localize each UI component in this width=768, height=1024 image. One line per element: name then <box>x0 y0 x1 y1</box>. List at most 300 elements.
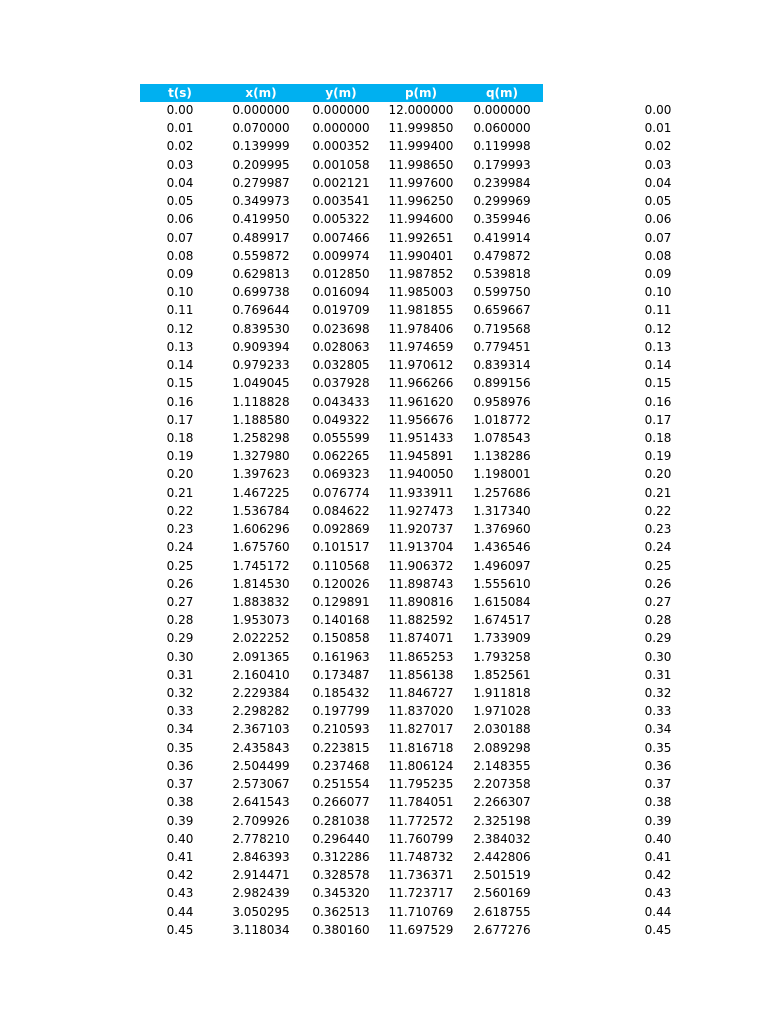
cell-t-repeat: 0.35 <box>644 740 672 755</box>
cell-t-repeat: 0.37 <box>644 777 672 792</box>
cell-t: 0.43 <box>166 886 194 901</box>
table-row <box>0 137 768 155</box>
cell-x: 0.139999 <box>232 139 290 154</box>
cell-x: 3.050295 <box>232 904 290 919</box>
cell-p: 11.999400 <box>388 139 454 154</box>
cell-t: 0.42 <box>166 868 194 883</box>
cell-y: 0.251554 <box>312 777 370 792</box>
cell-p: 11.697529 <box>388 922 454 937</box>
cell-x: 1.118828 <box>232 394 290 409</box>
cell-q: 1.733909 <box>473 631 531 646</box>
cell-t-repeat: 0.44 <box>644 904 672 919</box>
cell-p: 11.760799 <box>388 831 454 846</box>
table-row <box>0 192 768 210</box>
cell-q: 2.148355 <box>473 758 531 773</box>
cell-y: 0.007466 <box>312 230 370 245</box>
cell-y: 0.129891 <box>312 594 370 609</box>
cell-t: 0.30 <box>166 649 194 664</box>
table-row <box>0 101 768 119</box>
header-p: p(m) <box>404 86 438 100</box>
cell-y: 0.005322 <box>312 212 370 227</box>
cell-y: 0.000352 <box>312 139 370 154</box>
cell-t-repeat: 0.30 <box>644 649 672 664</box>
cell-t: 0.25 <box>166 558 194 573</box>
cell-y: 0.223815 <box>312 740 370 755</box>
table-row <box>0 465 768 483</box>
cell-t: 0.24 <box>166 540 194 555</box>
cell-q: 2.325198 <box>473 813 531 828</box>
cell-y: 0.002121 <box>312 175 370 190</box>
cell-t-repeat: 0.23 <box>644 522 672 537</box>
cell-p: 11.772572 <box>388 813 454 828</box>
cell-t-repeat: 0.08 <box>644 248 672 263</box>
cell-p: 11.961620 <box>388 394 454 409</box>
cell-t: 0.04 <box>166 175 194 190</box>
cell-t: 0.44 <box>166 904 194 919</box>
cell-q: 2.089298 <box>473 740 531 755</box>
cell-t-repeat: 0.24 <box>644 540 672 555</box>
cell-x: 1.745172 <box>232 558 290 573</box>
cell-p: 11.710769 <box>388 904 454 919</box>
cell-t-repeat: 0.10 <box>644 285 672 300</box>
cell-q: 2.384032 <box>473 831 531 846</box>
table-row <box>0 648 768 666</box>
cell-t: 0.16 <box>166 394 194 409</box>
cell-q: 2.618755 <box>473 904 531 919</box>
cell-t: 0.11 <box>166 303 194 318</box>
table-row <box>0 156 768 174</box>
table-row <box>0 611 768 629</box>
table-row <box>0 484 768 502</box>
cell-t-repeat: 0.32 <box>644 686 672 701</box>
cell-t-repeat: 0.19 <box>644 449 672 464</box>
cell-q: 2.266307 <box>473 795 531 810</box>
cell-t-repeat: 0.39 <box>644 813 672 828</box>
cell-q: 1.198001 <box>473 467 531 482</box>
cell-p: 11.920737 <box>388 522 454 537</box>
cell-t: 0.33 <box>166 704 194 719</box>
cell-p: 11.978406 <box>388 321 454 336</box>
cell-t: 0.06 <box>166 212 194 227</box>
cell-p: 11.906372 <box>388 558 454 573</box>
table-row <box>0 720 768 738</box>
cell-x: 0.769644 <box>232 303 290 318</box>
cell-p: 11.898743 <box>388 576 454 591</box>
table-row <box>0 903 768 921</box>
cell-q: 1.018772 <box>473 412 531 427</box>
table-row <box>0 210 768 228</box>
cell-x: 0.839530 <box>232 321 290 336</box>
cell-t: 0.29 <box>166 631 194 646</box>
cell-t: 0.28 <box>166 613 194 628</box>
cell-y: 0.101517 <box>312 540 370 555</box>
table-row <box>0 174 768 192</box>
table-row <box>0 520 768 538</box>
cell-p: 11.981855 <box>388 303 454 318</box>
cell-p: 11.784051 <box>388 795 454 810</box>
cell-q: 0.839314 <box>473 358 531 373</box>
cell-x: 1.675760 <box>232 540 290 555</box>
cell-p: 11.913704 <box>388 540 454 555</box>
cell-t-repeat: 0.01 <box>644 121 672 136</box>
header-y: y(m) <box>325 86 357 100</box>
cell-t: 0.02 <box>166 139 194 154</box>
table-row <box>0 502 768 520</box>
cell-x: 1.536784 <box>232 503 290 518</box>
cell-t-repeat: 0.14 <box>644 358 672 373</box>
cell-t-repeat: 0.33 <box>644 704 672 719</box>
cell-p: 11.890816 <box>388 594 454 609</box>
cell-p: 11.856138 <box>388 667 454 682</box>
table-row <box>0 538 768 556</box>
cell-y: 0.012850 <box>312 266 370 281</box>
cell-x: 2.504499 <box>232 758 290 773</box>
cell-y: 0.150858 <box>312 631 370 646</box>
cell-t-repeat: 0.31 <box>644 667 672 682</box>
cell-x: 2.435843 <box>232 740 290 755</box>
cell-t-repeat: 0.45 <box>644 922 672 937</box>
cell-p: 11.987852 <box>388 266 454 281</box>
header-t: t(s) <box>168 86 192 100</box>
cell-t: 0.38 <box>166 795 194 810</box>
cell-x: 0.279987 <box>232 175 290 190</box>
cell-y: 0.003541 <box>312 194 370 209</box>
cell-y: 0.043433 <box>312 394 370 409</box>
cell-p: 11.927473 <box>388 503 454 518</box>
cell-t: 0.12 <box>166 321 194 336</box>
cell-q: 1.138286 <box>473 449 531 464</box>
table-row <box>0 429 768 447</box>
cell-p: 11.994600 <box>388 212 454 227</box>
cell-q: 1.852561 <box>473 667 531 682</box>
cell-q: 2.677276 <box>473 922 531 937</box>
header-x: x(m) <box>245 86 277 100</box>
cell-t: 0.10 <box>166 285 194 300</box>
table-row <box>0 921 768 939</box>
cell-t: 0.05 <box>166 194 194 209</box>
table-header-row <box>140 84 543 102</box>
cell-t-repeat: 0.20 <box>644 467 672 482</box>
cell-y: 0.049322 <box>312 412 370 427</box>
cell-t-repeat: 0.00 <box>644 103 672 117</box>
cell-x: 0.209995 <box>232 157 290 172</box>
table-row <box>0 757 768 775</box>
cell-y: 0.032805 <box>312 358 370 373</box>
cell-t-repeat: 0.25 <box>644 558 672 573</box>
cell-p: 11.846727 <box>388 686 454 701</box>
cell-t: 0.41 <box>166 850 194 865</box>
cell-t-repeat: 0.21 <box>644 485 672 500</box>
cell-x: 1.397623 <box>232 467 290 482</box>
cell-p: 11.974659 <box>388 339 454 354</box>
table-row <box>0 557 768 575</box>
cell-q: 0.000000 <box>473 103 531 117</box>
cell-x: 0.419950 <box>232 212 290 227</box>
cell-y: 0.000000 <box>312 121 370 136</box>
cell-q: 2.560169 <box>473 886 531 901</box>
cell-t: 0.09 <box>166 266 194 281</box>
cell-y: 0.197799 <box>312 704 370 719</box>
cell-x: 1.327980 <box>232 449 290 464</box>
cell-y: 0.019709 <box>312 303 370 318</box>
cell-x: 2.982439 <box>232 886 290 901</box>
cell-t-repeat: 0.29 <box>644 631 672 646</box>
cell-q: 1.436546 <box>473 540 531 555</box>
cell-x: 1.953073 <box>232 613 290 628</box>
cell-x: 2.298282 <box>232 704 290 719</box>
cell-t: 0.32 <box>166 686 194 701</box>
cell-x: 2.641543 <box>232 795 290 810</box>
cell-x: 2.778210 <box>232 831 290 846</box>
cell-y: 0.069323 <box>312 467 370 482</box>
cell-p: 11.990401 <box>388 248 454 263</box>
cell-p: 11.795235 <box>388 777 454 792</box>
cell-p: 11.874071 <box>388 631 454 646</box>
cell-t: 0.40 <box>166 831 194 846</box>
cell-y: 0.345320 <box>312 886 370 901</box>
table-row <box>0 739 768 757</box>
cell-x: 1.814530 <box>232 576 290 591</box>
cell-t-repeat: 0.41 <box>644 850 672 865</box>
table-row <box>0 411 768 429</box>
cell-p: 12.000000 <box>388 103 454 117</box>
header-q: q(m) <box>485 86 519 100</box>
table-row <box>0 301 768 319</box>
cell-q: 2.501519 <box>473 868 531 883</box>
table-row <box>0 666 768 684</box>
table-row <box>0 447 768 465</box>
cell-t: 0.07 <box>166 230 194 245</box>
table-row <box>0 593 768 611</box>
cell-q: 1.615084 <box>473 594 531 609</box>
cell-x: 2.367103 <box>232 722 290 737</box>
cell-p: 11.970612 <box>388 358 454 373</box>
cell-q: 0.479872 <box>473 248 531 263</box>
cell-p: 11.956676 <box>388 412 454 427</box>
table-row <box>0 629 768 647</box>
cell-t: 0.00 <box>166 103 194 117</box>
cell-y: 0.028063 <box>312 339 370 354</box>
table-row <box>0 393 768 411</box>
cell-y: 0.312286 <box>312 850 370 865</box>
cell-q: 1.376960 <box>473 522 531 537</box>
cell-x: 2.846393 <box>232 850 290 865</box>
cell-q: 0.239984 <box>473 175 531 190</box>
cell-x: 1.049045 <box>232 376 290 391</box>
cell-p: 11.827017 <box>388 722 454 737</box>
table-row <box>0 119 768 137</box>
cell-x: 3.118034 <box>232 922 290 937</box>
table-row <box>0 812 768 830</box>
cell-t: 0.14 <box>166 358 194 373</box>
cell-p: 11.997600 <box>388 175 454 190</box>
cell-t-repeat: 0.13 <box>644 339 672 354</box>
cell-y: 0.001058 <box>312 157 370 172</box>
cell-y: 0.084622 <box>312 503 370 518</box>
cell-q: 0.119998 <box>473 139 531 154</box>
cell-y: 0.110568 <box>312 558 370 573</box>
cell-t: 0.13 <box>166 339 194 354</box>
cell-q: 1.793258 <box>473 649 531 664</box>
cell-q: 1.257686 <box>473 485 531 500</box>
table-row <box>0 283 768 301</box>
cell-t-repeat: 0.42 <box>644 868 672 883</box>
cell-x: 0.979233 <box>232 358 290 373</box>
cell-x: 0.489917 <box>232 230 290 245</box>
table-row <box>0 866 768 884</box>
cell-p: 11.748732 <box>388 850 454 865</box>
cell-q: 1.911818 <box>473 686 531 701</box>
cell-q: 0.719568 <box>473 321 531 336</box>
cell-p: 11.816718 <box>388 740 454 755</box>
cell-x: 2.709926 <box>232 813 290 828</box>
cell-q: 0.299969 <box>473 194 531 209</box>
cell-p: 11.951433 <box>388 430 454 445</box>
cell-x: 0.629813 <box>232 266 290 281</box>
cell-x: 0.349973 <box>232 194 290 209</box>
cell-y: 0.120026 <box>312 576 370 591</box>
table-row <box>0 247 768 265</box>
cell-t: 0.31 <box>166 667 194 682</box>
cell-t: 0.08 <box>166 248 194 263</box>
cell-t-repeat: 0.02 <box>644 139 672 154</box>
cell-q: 1.674517 <box>473 613 531 628</box>
cell-t-repeat: 0.17 <box>644 412 672 427</box>
cell-p: 11.996250 <box>388 194 454 209</box>
cell-t: 0.23 <box>166 522 194 537</box>
table-row <box>0 793 768 811</box>
cell-t-repeat: 0.28 <box>644 613 672 628</box>
cell-t-repeat: 0.04 <box>644 175 672 190</box>
cell-y: 0.016094 <box>312 285 370 300</box>
cell-y: 0.237468 <box>312 758 370 773</box>
cell-t: 0.35 <box>166 740 194 755</box>
cell-p: 11.940050 <box>388 467 454 482</box>
cell-p: 11.945891 <box>388 449 454 464</box>
table-row <box>0 265 768 283</box>
cell-t: 0.45 <box>166 922 194 937</box>
cell-q: 0.899156 <box>473 376 531 391</box>
cell-t-repeat: 0.43 <box>644 886 672 901</box>
table-row <box>0 374 768 392</box>
cell-y: 0.009974 <box>312 248 370 263</box>
cell-t-repeat: 0.36 <box>644 758 672 773</box>
cell-y: 0.062265 <box>312 449 370 464</box>
cell-t-repeat: 0.15 <box>644 376 672 391</box>
table-row <box>0 320 768 338</box>
cell-y: 0.000000 <box>312 103 370 117</box>
cell-y: 0.380160 <box>312 922 370 937</box>
cell-y: 0.185432 <box>312 686 370 701</box>
cell-t: 0.03 <box>166 157 194 172</box>
cell-t: 0.19 <box>166 449 194 464</box>
cell-p: 11.882592 <box>388 613 454 628</box>
cell-q: 1.078543 <box>473 430 531 445</box>
cell-t: 0.22 <box>166 503 194 518</box>
table-row <box>0 356 768 374</box>
cell-q: 0.359946 <box>473 212 531 227</box>
cell-y: 0.037928 <box>312 376 370 391</box>
cell-y: 0.210593 <box>312 722 370 737</box>
cell-t: 0.27 <box>166 594 194 609</box>
cell-t-repeat: 0.09 <box>644 266 672 281</box>
cell-x: 1.606296 <box>232 522 290 537</box>
cell-p: 11.736371 <box>388 868 454 883</box>
cell-x: 0.070000 <box>232 121 290 136</box>
cell-y: 0.328578 <box>312 868 370 883</box>
cell-q: 0.179993 <box>473 157 531 172</box>
table-row <box>0 884 768 902</box>
cell-p: 11.998650 <box>388 157 454 172</box>
cell-t: 0.01 <box>166 121 194 136</box>
table-row <box>0 702 768 720</box>
cell-t-repeat: 0.12 <box>644 321 672 336</box>
cell-p: 11.806124 <box>388 758 454 773</box>
cell-x: 0.909394 <box>232 339 290 354</box>
cell-x: 2.022252 <box>232 631 290 646</box>
cell-t-repeat: 0.18 <box>644 430 672 445</box>
cell-p: 11.865253 <box>388 649 454 664</box>
cell-y: 0.296440 <box>312 831 370 846</box>
cell-x: 2.573067 <box>232 777 290 792</box>
cell-t: 0.15 <box>166 376 194 391</box>
cell-x: 2.914471 <box>232 868 290 883</box>
cell-t-repeat: 0.16 <box>644 394 672 409</box>
cell-y: 0.281038 <box>312 813 370 828</box>
cell-q: 0.779451 <box>473 339 531 354</box>
cell-q: 2.030188 <box>473 722 531 737</box>
cell-t-repeat: 0.03 <box>644 157 672 172</box>
cell-t-repeat: 0.40 <box>644 831 672 846</box>
cell-y: 0.140168 <box>312 613 370 628</box>
cell-p: 11.999850 <box>388 121 454 136</box>
table-row <box>0 684 768 702</box>
cell-y: 0.092869 <box>312 522 370 537</box>
cell-t-repeat: 0.22 <box>644 503 672 518</box>
cell-x: 2.229384 <box>232 686 290 701</box>
cell-y: 0.173487 <box>312 667 370 682</box>
cell-t: 0.39 <box>166 813 194 828</box>
cell-p: 11.992651 <box>388 230 454 245</box>
cell-y: 0.076774 <box>312 485 370 500</box>
cell-q: 2.442806 <box>473 850 531 865</box>
cell-q: 0.419914 <box>473 230 531 245</box>
cell-t-repeat: 0.34 <box>644 722 672 737</box>
cell-t: 0.21 <box>166 485 194 500</box>
cell-x: 0.699738 <box>232 285 290 300</box>
cell-p: 11.966266 <box>388 376 454 391</box>
cell-x: 0.000000 <box>232 103 290 117</box>
cell-y: 0.362513 <box>312 904 370 919</box>
cell-t-repeat: 0.38 <box>644 795 672 810</box>
table-row <box>0 848 768 866</box>
cell-t: 0.37 <box>166 777 194 792</box>
cell-q: 0.659667 <box>473 303 531 318</box>
cell-q: 1.971028 <box>473 704 531 719</box>
cell-t-repeat: 0.11 <box>644 303 672 318</box>
cell-x: 2.160410 <box>232 667 290 682</box>
cell-x: 1.467225 <box>232 485 290 500</box>
cell-t-repeat: 0.07 <box>644 230 672 245</box>
cell-t: 0.18 <box>166 430 194 445</box>
cell-y: 0.266077 <box>312 795 370 810</box>
cell-x: 1.188580 <box>232 412 290 427</box>
cell-p: 11.837020 <box>388 704 454 719</box>
cell-q: 0.539818 <box>473 266 531 281</box>
table-row <box>0 575 768 593</box>
cell-p: 11.723717 <box>388 886 454 901</box>
table-row <box>0 229 768 247</box>
